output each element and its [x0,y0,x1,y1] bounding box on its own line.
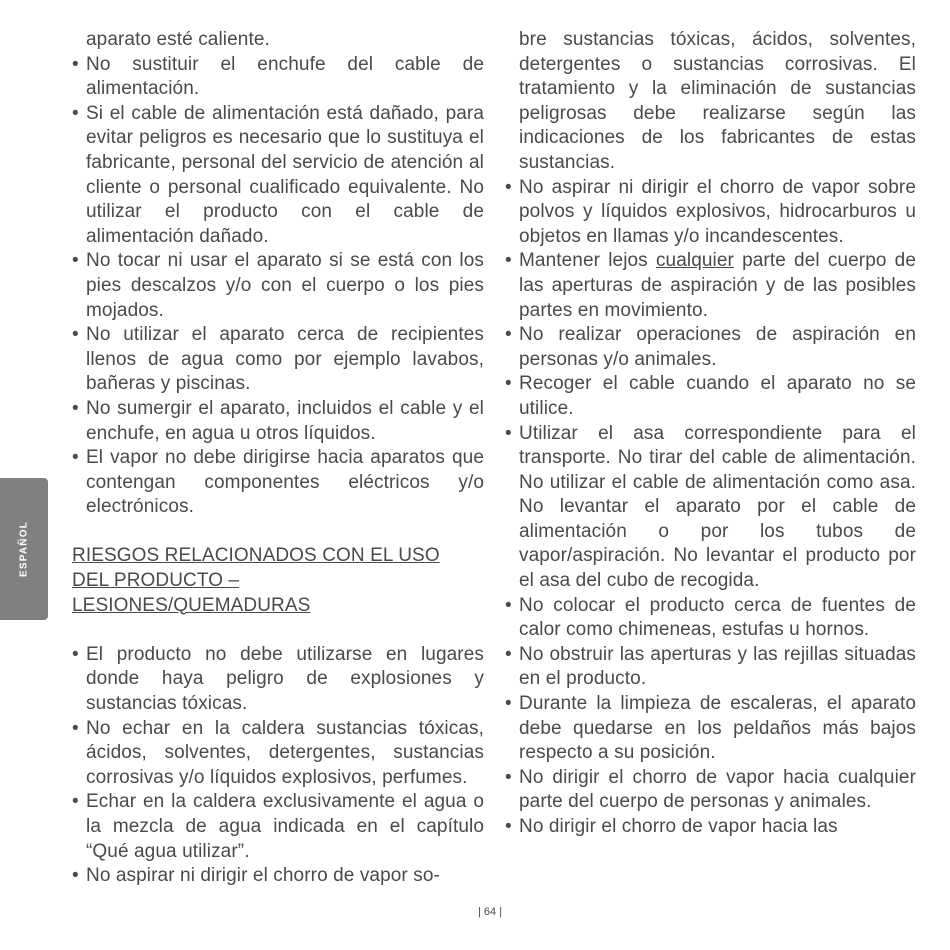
list-item: • No aspirar ni dirigir el chorro de vapor so- [72,865,440,887]
list-item: • No echar en la caldera sustancias tóxicas, ácidos, solventes, detergentes, sustancias corrosivas y/o líquidos explosivos, perfumes. [72,717,484,788]
list-item: • No sumergir el aparato, incluidos el cable y el enchufe, en agua u otros líquidos. [72,397,484,444]
list-item: • Mantener lejos cualquier parte del cuerpo de las aperturas de aspiración y de las posibles partes en movimiento. [505,250,916,321]
heading-line: RIESGOS RELACIONADOS CON EL USO [72,545,440,567]
list-item: • El producto no debe utilizarse en lugares donde haya peligro de explosiones y sustancias tóxicas. [72,643,484,715]
list-item: • Echar en la caldera exclusivamente el agua o la mezcla de agua indicada en el capítulo “Qué agua utilizar”. [72,791,484,862]
underlined-word: cualquier [655,250,734,272]
list-item: • No realizar operaciones de aspiración en personas y/o animales. [505,324,916,370]
list-item: • No tocar ni usar el aparato si se está con los pies descalzos y/o con el cuerpo o los pies mojados. [72,250,484,321]
list-item: • Utilizar el asa correspondiente para el transporte. No tirar del cable de alimentación. No utilizar el cable de alimentación como asa. No levantar el aparato por el cable de alimentación o por los tubos de vapor/aspiración. No levantar el producto por el asa del cubo de recogida. [505,422,916,592]
heading-line: LESIONES/QUEMADURAS [72,594,311,616]
continuation-text: bre sustancias tóxicas, ácidos, solventes, detergentes o sustancias corrosivas. El tratamiento y la eliminación de sustancias peligrosas debe realizarse según las indicaciones de los fabricantes de estas sustancias. [519,29,916,173]
right-column [505,28,916,840]
list-item: • No obstruir las aperturas y las rejillas situadas en el producto. [505,643,916,690]
heading-line: DEL PRODUCTO – [72,570,240,592]
list-item: • No utilizar el aparato cerca de recipientes llenos de agua como por ejemplo lavabos, bañeras y piscinas. [72,324,484,395]
section-heading [72,544,484,618]
list-item: • No colocar el producto cerca de fuentes de calor como chimeneas, estufas u hornos. [505,594,916,641]
language-side-tab [0,478,48,620]
list-item: • El vapor no debe dirigirse hacia aparatos que contengan componentes eléctricos y/o electrónicos. [72,447,484,518]
left-column [72,28,484,889]
list-item: • No sustituir el enchufe del cable de alimentación. [72,53,484,100]
list-item: • Durante la limpieza de escaleras, el aparato debe quedarse en los peldaños más bajos respecto a su posición. [505,693,916,764]
list-item: • Si el cable de alimentación está dañado, para evitar peligros es necesario que lo sustituya el fabricante, personal del servicio de atención al cliente o personal cualificado equivalente. No utilizar el producto con el cable de alimentación dañado. [72,102,484,247]
page-number: | 64 | [478,906,503,918]
list-item: • No dirigir el chorro de vapor hacia cualquier parte del cuerpo de personas y animales. [505,766,916,813]
list-item: • Recoger el cable cuando el aparato no se utilice. [505,373,916,419]
list-item: • No aspirar ni dirigir el chorro de vapor sobre polvos y líquidos explosivos, hidrocarburos u objetos en llamas y/o incandescentes. [505,176,916,247]
language-label: ESPAÑOL [18,521,30,577]
list-item: • No dirigir el chorro de vapor hacia las [505,816,838,837]
continuation-text: aparato esté caliente. [86,29,270,50]
